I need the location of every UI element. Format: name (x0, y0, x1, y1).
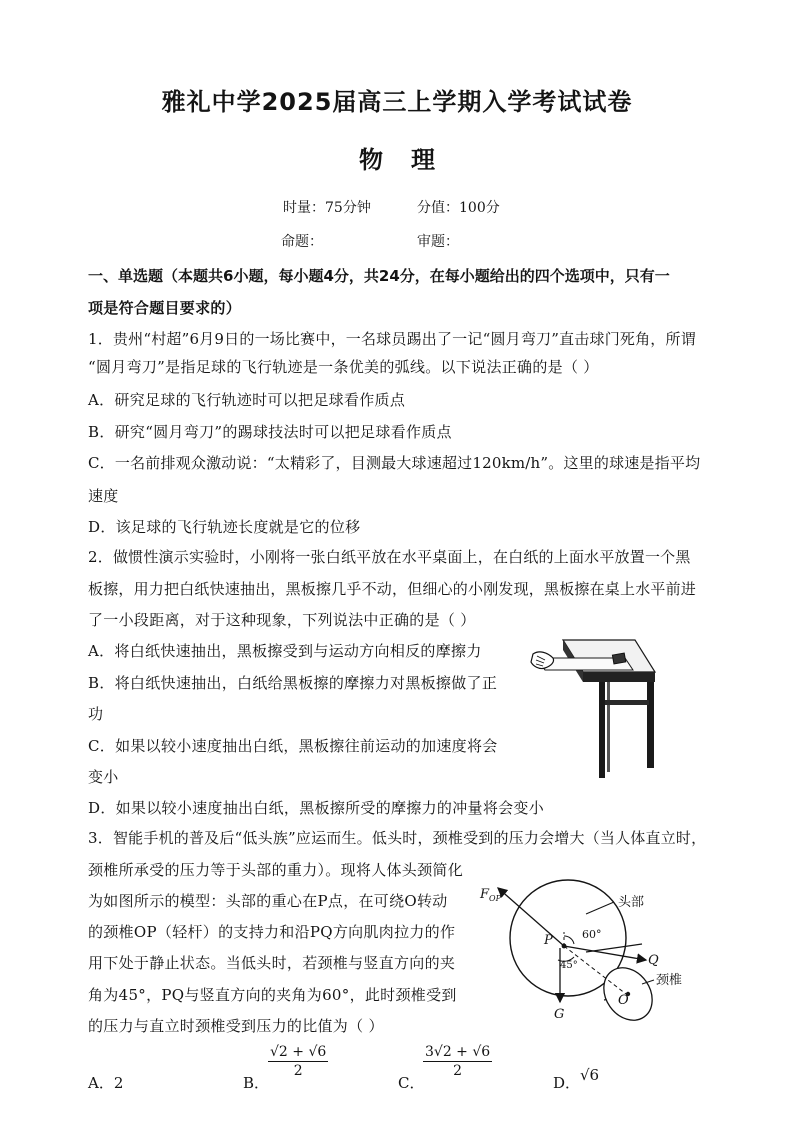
label-p: P (544, 933, 553, 948)
q1-option-c: C．一名前排观众激动说：“太精彩了，目测最大球速超过120km/h”。这里的球速是指平均 (88, 454, 701, 472)
q1-option-a: A．研究足球的飞行轨迹时可以把足球看作质点 (88, 391, 406, 409)
q2-option-d: D．如果以较小速度抽出白纸，黑板擦所受的摩擦力的冲量将会变小 (88, 799, 545, 817)
q3-option-c-numerator: 3√2 + √6 (425, 1044, 491, 1060)
label-neck: 颈椎 (656, 973, 683, 988)
q1-option-d: D．该足球的飞行轨迹长度就是它的位移 (88, 518, 361, 536)
q3-stem-cont-6: 的压力与直立时颈椎受到压力的比值为（ ） (88, 1017, 384, 1035)
label-angle-60: 60° (582, 928, 602, 941)
q3-option-a: A．2 (88, 1074, 124, 1092)
label-g: G (554, 1007, 565, 1022)
q2-table-figure (515, 632, 667, 782)
subject-char-1: 物 (359, 146, 383, 174)
q2-option-c: C．如果以较小速度抽出白纸，黑板擦往前运动的加速度将会 (88, 737, 498, 755)
q1-stem-cont: “圆月弯刀”是指足球的飞行轨迹是一条优美的弧线。以下说法正确的是（ ） (88, 358, 599, 376)
label-angle-45: 45° (560, 960, 578, 971)
q3-stem-cont-4: 用下处于静止状态。当低头时，若颈椎与竖直方向的夹 (88, 954, 456, 972)
q3-stem-cont-1: 颈椎所承受的压力等于头部的重力）。现将人体头颈简化 (88, 861, 464, 879)
q3-stem-cont-2: 为如图所示的模型：头部的重心在P点，在可绕O转动 (88, 892, 448, 910)
q3-option-d-label: D． (553, 1074, 581, 1092)
q3-option-c-denominator: 2 (453, 1063, 463, 1079)
q3-option-b-denominator: 2 (293, 1063, 303, 1079)
q3-option-b-fraction (268, 1044, 328, 1079)
q2-option-c-cont: 变小 (88, 768, 119, 786)
section-heading: 一、单选题（本题共6小题，每小题4分，共24分，在每小题给出的四个选项中，只有一 (88, 267, 670, 285)
q3-option-c-label: C． (398, 1074, 425, 1092)
q3-head-neck-figure (478, 874, 690, 1024)
q3-stem-cont-3: 的颈椎OP（轻杆）的支持力和沿PQ方向肌肉拉力的作 (88, 923, 456, 941)
label-head: 头部 (618, 895, 645, 910)
exam-title: 雅礼中学2025届高三上学期入学考试试卷 (161, 88, 633, 116)
exam-time: 时量：75分钟 (283, 200, 371, 216)
q3-option-b-label: B． (243, 1074, 270, 1092)
q1-option-c-cont: 速度 (88, 487, 119, 505)
exam-score: 分值：100分 (417, 200, 500, 216)
q3-stem-cont-5: 角为45°，PQ与竖直方向的夹角为60°，此时颈椎受到 (88, 986, 457, 1004)
q3-option-c-fraction (423, 1044, 492, 1079)
exam-reviewer: 审题： (417, 234, 459, 250)
subject-char-2: 理 (411, 146, 435, 174)
label-o: O (618, 993, 629, 1008)
q1-stem: 1．贵州“村超”6月9日的一场比赛中，一名球员踢出了一记“圆月弯刀”直击球门死角，所谓 (88, 330, 696, 348)
q2-stem-cont-2: 了一小段距离，对于这种现象，下列说法中正确的是（ ） (88, 611, 476, 629)
q3-option-d-value: √6 (580, 1066, 600, 1084)
q2-option-b: B．将白纸快速抽出，白纸给黑板擦的摩擦力对黑板擦做了正 (88, 674, 498, 692)
subject-title (0, 140, 794, 175)
q3-option-b-numerator: √2 + √6 (270, 1044, 327, 1060)
label-f-op: $F_{OP}$ (480, 887, 501, 903)
q2-option-b-cont: 功 (88, 705, 104, 723)
section-heading-cont: 项是符合题目要求的） (88, 299, 242, 317)
q2-option-a: A．将白纸快速抽出，黑板擦受到与运动方向相反的摩擦力 (88, 642, 482, 660)
q3-stem: 3．智能手机的普及后“低头族”应运而生。低头时，颈椎受到的压力会增大（当人体直立时， (88, 829, 707, 847)
label-q: Q (648, 953, 659, 968)
q2-stem: 2．做惯性演示实验时，小刚将一张白纸平放在水平桌面上，在白纸的上面水平放置一个黑 (88, 548, 691, 566)
q1-option-b: B．研究“圆月弯刀”的踢球技法时可以把足球看作质点 (88, 423, 452, 441)
q2-stem-cont-1: 板擦，用力把白纸快速抽出，黑板擦几乎不动，但细心的小刚发现，黑板擦在桌上水平前进 (88, 580, 697, 598)
exam-setter: 命题： (281, 234, 323, 250)
